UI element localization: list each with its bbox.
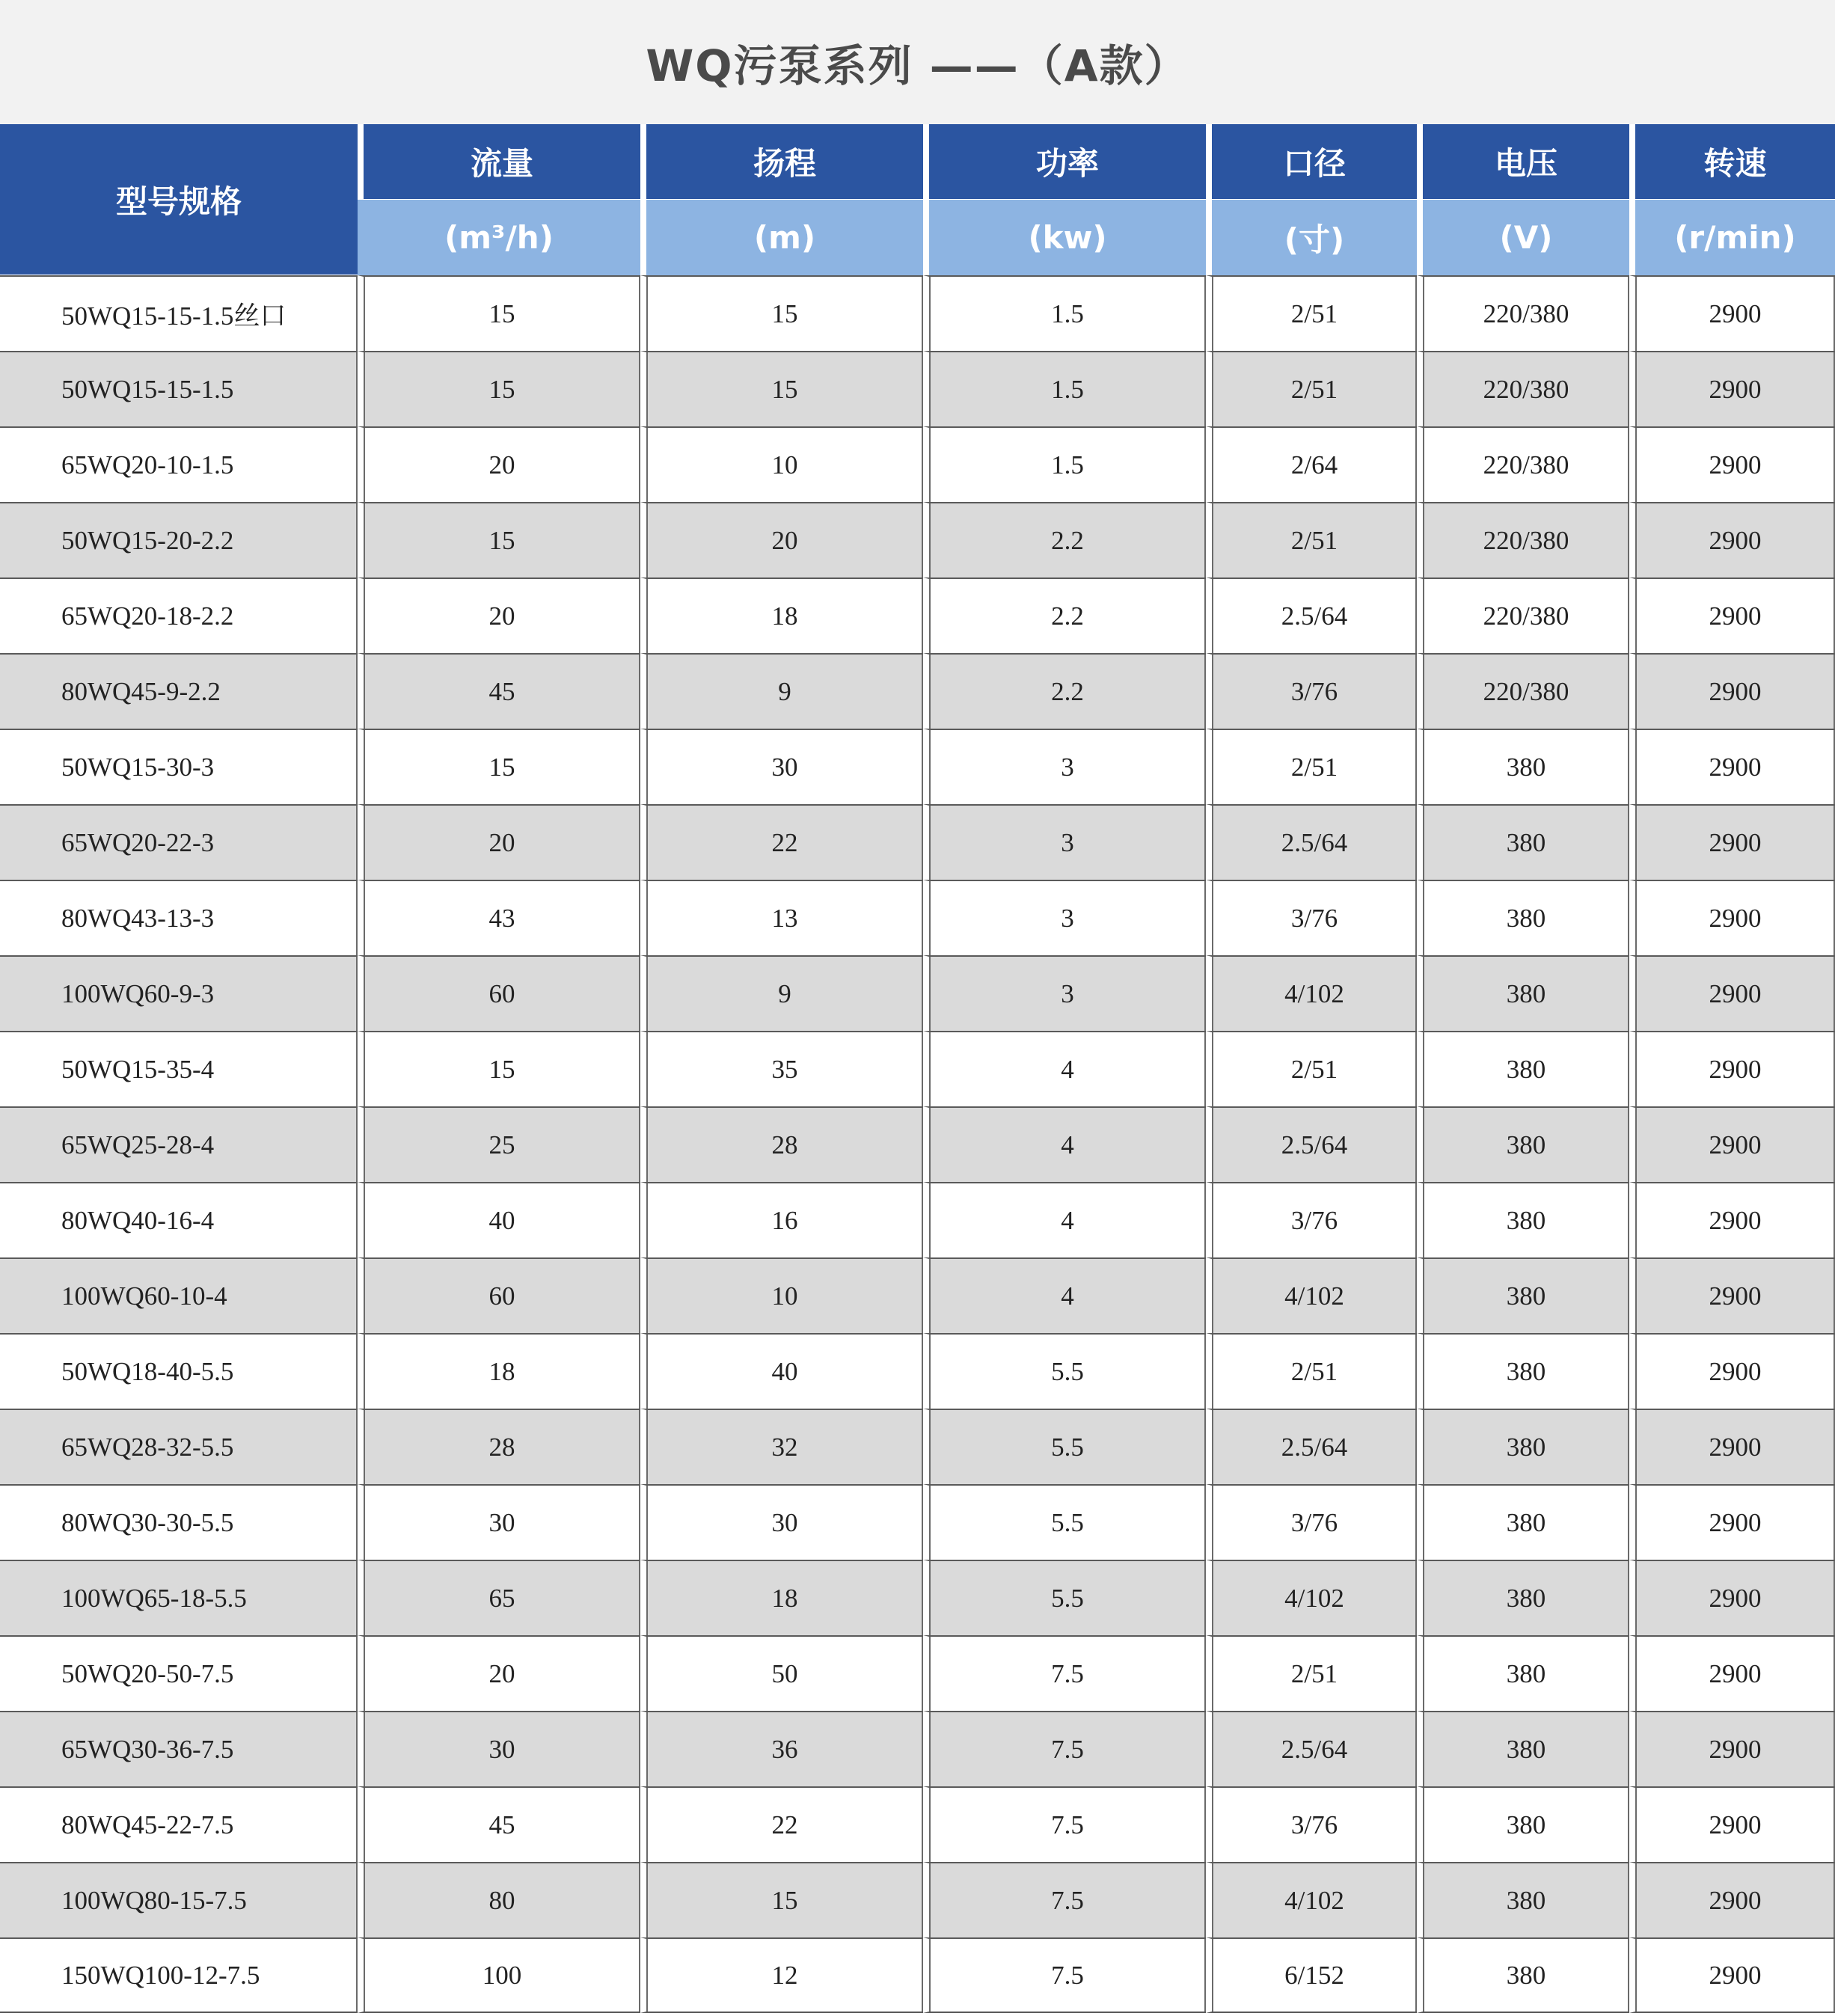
cell-caliber: 3/76 [1206, 880, 1417, 955]
unit-head: (m) [640, 200, 923, 275]
cell-flow: 15 [358, 1031, 640, 1106]
cell-power: 1.5 [923, 426, 1206, 502]
cell-speed: 2900 [1629, 804, 1835, 880]
cell-flow: 15 [358, 502, 640, 577]
cell-model: 65WQ20-10-1.5 [0, 426, 358, 502]
cell-model: 80WQ40-16-4 [0, 1182, 358, 1257]
table-row [0, 1182, 1835, 1257]
cell-power: 2.2 [923, 653, 1206, 729]
cell-head: 15 [640, 351, 923, 426]
cell-power: 5.5 [923, 1560, 1206, 1635]
cell-speed: 2900 [1629, 1937, 1835, 2013]
table-row [0, 1862, 1835, 1937]
cell-speed: 2900 [1629, 1257, 1835, 1333]
table-row [0, 729, 1835, 804]
cell-model: 65WQ25-28-4 [0, 1106, 358, 1182]
table-row [0, 1031, 1835, 1106]
table-row [0, 955, 1835, 1031]
cell-model: 80WQ43-13-3 [0, 880, 358, 955]
cell-voltage: 380 [1417, 1635, 1629, 1711]
cell-caliber: 2/51 [1206, 502, 1417, 577]
cell-speed: 2900 [1629, 1182, 1835, 1257]
cell-model: 65WQ20-18-2.2 [0, 577, 358, 653]
unit-speed: (r/min) [1629, 200, 1835, 275]
cell-flow: 45 [358, 653, 640, 729]
cell-caliber: 2/51 [1206, 1333, 1417, 1409]
cell-voltage: 380 [1417, 1937, 1629, 2013]
cell-voltage: 380 [1417, 729, 1629, 804]
table-row [0, 1560, 1835, 1635]
table-row [0, 653, 1835, 729]
cell-flow: 15 [358, 729, 640, 804]
cell-head: 10 [640, 1257, 923, 1333]
cell-power: 2.2 [923, 577, 1206, 653]
cell-voltage: 380 [1417, 1031, 1629, 1106]
cell-voltage: 220/380 [1417, 351, 1629, 426]
cell-speed: 2900 [1629, 275, 1835, 351]
cell-flow: 25 [358, 1106, 640, 1182]
cell-flow: 20 [358, 1635, 640, 1711]
cell-caliber: 2/51 [1206, 351, 1417, 426]
table-row [0, 1711, 1835, 1786]
column-header-speed: 转速 [1629, 124, 1835, 200]
header-row [0, 124, 1835, 200]
cell-model: 50WQ15-15-1.5丝口 [0, 275, 358, 351]
table-row [0, 1635, 1835, 1711]
cell-voltage: 220/380 [1417, 653, 1629, 729]
cell-power: 4 [923, 1182, 1206, 1257]
cell-caliber: 2/51 [1206, 729, 1417, 804]
column-header-head: 扬程 [640, 124, 923, 200]
cell-caliber: 2/51 [1206, 275, 1417, 351]
cell-power: 7.5 [923, 1937, 1206, 2013]
cell-caliber: 3/76 [1206, 653, 1417, 729]
cell-caliber: 3/76 [1206, 1182, 1417, 1257]
cell-speed: 2900 [1629, 880, 1835, 955]
table-row [0, 275, 1835, 351]
cell-head: 13 [640, 880, 923, 955]
cell-head: 12 [640, 1937, 923, 2013]
cell-speed: 2900 [1629, 1635, 1835, 1711]
cell-flow: 15 [358, 275, 640, 351]
cell-model: 100WQ60-10-4 [0, 1257, 358, 1333]
cell-head: 50 [640, 1635, 923, 1711]
cell-head: 9 [640, 955, 923, 1031]
cell-speed: 2900 [1629, 1333, 1835, 1409]
table-row [0, 1106, 1835, 1182]
cell-caliber: 4/102 [1206, 1560, 1417, 1635]
cell-head: 28 [640, 1106, 923, 1182]
table-row [0, 577, 1835, 653]
cell-flow: 43 [358, 880, 640, 955]
cell-flow: 20 [358, 577, 640, 653]
cell-power: 4 [923, 1257, 1206, 1333]
page-title: WQ污泵系列 ——（A款） [646, 40, 1189, 91]
column-header-power: 功率 [923, 124, 1206, 200]
cell-head: 32 [640, 1409, 923, 1484]
table-row [0, 804, 1835, 880]
cell-head: 30 [640, 729, 923, 804]
cell-power: 7.5 [923, 1862, 1206, 1937]
cell-flow: 20 [358, 426, 640, 502]
table-row [0, 1484, 1835, 1560]
cell-caliber: 2/51 [1206, 1635, 1417, 1711]
table-row [0, 880, 1835, 955]
cell-flow: 45 [358, 1786, 640, 1862]
cell-model: 65WQ28-32-5.5 [0, 1409, 358, 1484]
cell-caliber: 2.5/64 [1206, 804, 1417, 880]
table-row [0, 1409, 1835, 1484]
cell-flow: 28 [358, 1409, 640, 1484]
cell-power: 3 [923, 955, 1206, 1031]
cell-flow: 15 [358, 351, 640, 426]
cell-head: 30 [640, 1484, 923, 1560]
cell-flow: 60 [358, 955, 640, 1031]
cell-head: 20 [640, 502, 923, 577]
cell-flow: 30 [358, 1484, 640, 1560]
cell-caliber: 2.5/64 [1206, 1409, 1417, 1484]
cell-voltage: 380 [1417, 1862, 1629, 1937]
column-header-model: 型号规格 [0, 124, 358, 275]
column-header-flow: 流量 [358, 124, 640, 200]
cell-model: 80WQ45-9-2.2 [0, 653, 358, 729]
cell-head: 9 [640, 653, 923, 729]
cell-head: 18 [640, 577, 923, 653]
cell-caliber: 2.5/64 [1206, 577, 1417, 653]
cell-caliber: 6/152 [1206, 1937, 1417, 2013]
cell-voltage: 380 [1417, 1711, 1629, 1786]
cell-head: 18 [640, 1560, 923, 1635]
table-row [0, 502, 1835, 577]
cell-speed: 2900 [1629, 729, 1835, 804]
title-bar [0, 0, 1835, 124]
cell-head: 15 [640, 275, 923, 351]
cell-speed: 2900 [1629, 1711, 1835, 1786]
cell-flow: 18 [358, 1333, 640, 1409]
cell-voltage: 380 [1417, 880, 1629, 955]
cell-caliber: 2/51 [1206, 1031, 1417, 1106]
cell-caliber: 3/76 [1206, 1484, 1417, 1560]
spec-table [0, 124, 1835, 2013]
cell-flow: 30 [358, 1711, 640, 1786]
cell-power: 5.5 [923, 1484, 1206, 1560]
table-row [0, 1257, 1835, 1333]
unit-caliber: (寸) [1206, 200, 1417, 275]
cell-caliber: 2.5/64 [1206, 1711, 1417, 1786]
cell-model: 50WQ20-50-7.5 [0, 1635, 358, 1711]
cell-head: 40 [640, 1333, 923, 1409]
cell-model: 80WQ30-30-5.5 [0, 1484, 358, 1560]
cell-speed: 2900 [1629, 1484, 1835, 1560]
cell-power: 3 [923, 880, 1206, 955]
cell-voltage: 220/380 [1417, 426, 1629, 502]
cell-power: 3 [923, 804, 1206, 880]
cell-speed: 2900 [1629, 1106, 1835, 1182]
cell-caliber: 4/102 [1206, 1257, 1417, 1333]
cell-speed: 2900 [1629, 1031, 1835, 1106]
table-row [0, 351, 1835, 426]
cell-caliber: 2.5/64 [1206, 1106, 1417, 1182]
cell-power: 5.5 [923, 1333, 1206, 1409]
cell-model: 100WQ80-15-7.5 [0, 1862, 358, 1937]
cell-power: 5.5 [923, 1409, 1206, 1484]
cell-model: 50WQ15-20-2.2 [0, 502, 358, 577]
cell-power: 7.5 [923, 1635, 1206, 1711]
cell-model: 80WQ45-22-7.5 [0, 1786, 358, 1862]
cell-speed: 2900 [1629, 1409, 1835, 1484]
cell-flow: 80 [358, 1862, 640, 1937]
cell-flow: 60 [358, 1257, 640, 1333]
cell-model: 65WQ20-22-3 [0, 804, 358, 880]
table-row [0, 1937, 1835, 2013]
cell-speed: 2900 [1629, 351, 1835, 426]
cell-head: 16 [640, 1182, 923, 1257]
cell-power: 3 [923, 729, 1206, 804]
cell-voltage: 380 [1417, 1333, 1629, 1409]
cell-flow: 100 [358, 1937, 640, 2013]
cell-voltage: 380 [1417, 1560, 1629, 1635]
cell-caliber: 2/64 [1206, 426, 1417, 502]
cell-model: 100WQ65-18-5.5 [0, 1560, 358, 1635]
table-body [0, 275, 1835, 2013]
cell-model: 50WQ18-40-5.5 [0, 1333, 358, 1409]
cell-power: 2.2 [923, 502, 1206, 577]
cell-head: 36 [640, 1711, 923, 1786]
cell-power: 1.5 [923, 275, 1206, 351]
table-row [0, 1786, 1835, 1862]
cell-head: 35 [640, 1031, 923, 1106]
cell-voltage: 380 [1417, 1786, 1629, 1862]
cell-voltage: 380 [1417, 804, 1629, 880]
cell-voltage: 380 [1417, 1409, 1629, 1484]
cell-caliber: 3/76 [1206, 1786, 1417, 1862]
cell-voltage: 380 [1417, 955, 1629, 1031]
column-header-voltage: 电压 [1417, 124, 1629, 200]
cell-speed: 2900 [1629, 653, 1835, 729]
cell-speed: 2900 [1629, 1862, 1835, 1937]
cell-head: 22 [640, 1786, 923, 1862]
cell-model: 100WQ60-9-3 [0, 955, 358, 1031]
cell-power: 1.5 [923, 351, 1206, 426]
cell-voltage: 380 [1417, 1257, 1629, 1333]
cell-speed: 2900 [1629, 955, 1835, 1031]
table-row [0, 1333, 1835, 1409]
cell-flow: 40 [358, 1182, 640, 1257]
cell-model: 50WQ15-15-1.5 [0, 351, 358, 426]
cell-model: 150WQ100-12-7.5 [0, 1937, 358, 2013]
cell-voltage: 220/380 [1417, 275, 1629, 351]
cell-voltage: 380 [1417, 1182, 1629, 1257]
cell-caliber: 4/102 [1206, 1862, 1417, 1937]
cell-head: 22 [640, 804, 923, 880]
cell-head: 10 [640, 426, 923, 502]
unit-flow: (m³/h) [358, 200, 640, 275]
cell-power: 4 [923, 1106, 1206, 1182]
cell-power: 4 [923, 1031, 1206, 1106]
cell-model: 50WQ15-35-4 [0, 1031, 358, 1106]
cell-flow: 65 [358, 1560, 640, 1635]
unit-power: (kw) [923, 200, 1206, 275]
cell-voltage: 220/380 [1417, 502, 1629, 577]
column-header-caliber: 口径 [1206, 124, 1417, 200]
cell-power: 7.5 [923, 1711, 1206, 1786]
cell-speed: 2900 [1629, 1786, 1835, 1862]
cell-speed: 2900 [1629, 577, 1835, 653]
unit-voltage: (V) [1417, 200, 1629, 275]
cell-model: 65WQ30-36-7.5 [0, 1711, 358, 1786]
cell-voltage: 380 [1417, 1106, 1629, 1182]
cell-voltage: 220/380 [1417, 577, 1629, 653]
table-row [0, 426, 1835, 502]
cell-speed: 2900 [1629, 426, 1835, 502]
cell-model: 50WQ15-30-3 [0, 729, 358, 804]
cell-head: 15 [640, 1862, 923, 1937]
cell-voltage: 380 [1417, 1484, 1629, 1560]
cell-speed: 2900 [1629, 1560, 1835, 1635]
cell-caliber: 4/102 [1206, 955, 1417, 1031]
cell-power: 7.5 [923, 1786, 1206, 1862]
cell-flow: 20 [358, 804, 640, 880]
cell-speed: 2900 [1629, 502, 1835, 577]
